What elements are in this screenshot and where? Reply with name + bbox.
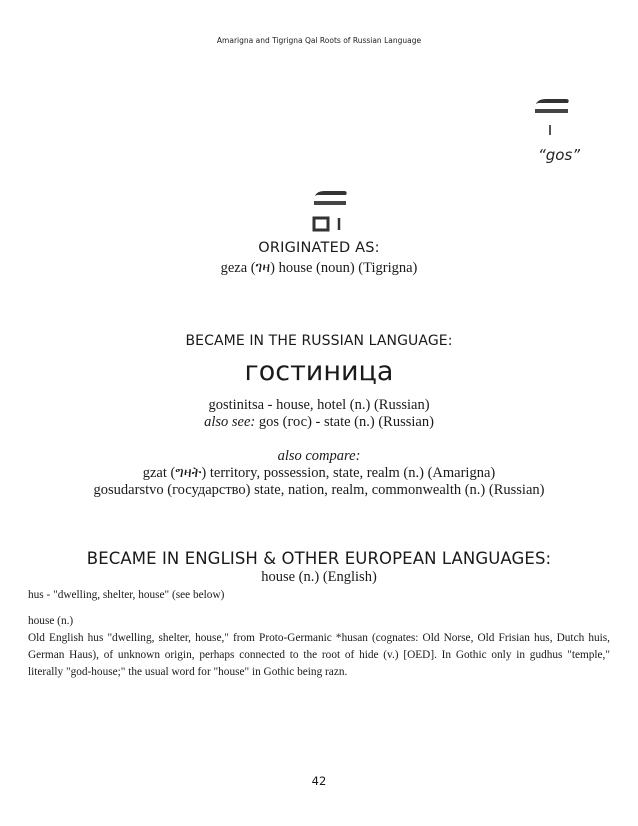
- figure-caption: “gos”: [538, 146, 581, 164]
- originated-definition: geza (ገዛ) house (noun) (Tigrigna): [220, 260, 418, 276]
- geez-letters-g-s-icon: [528, 95, 574, 139]
- compare-russian: gosudarstvo (государство) state, nation, realm, commonwealth (n.) (Russian): [93, 482, 545, 498]
- also-see-label: also see:: [204, 414, 256, 430]
- also-see-text: gos (гос) - state (n.) (Russian): [255, 414, 434, 430]
- russian-definition: gostinitsa - house, hotel (n.) (Russian): [208, 397, 430, 413]
- hus-definition: hus - "dwelling, shelter, house" (see below): [28, 589, 225, 601]
- english-section-heading: BECAME IN ENGLISH & OTHER EUROPEAN LANGUAGES:: [86, 549, 552, 568]
- compare-amarigna: gzat (ግዛት) territory, possession, state, realm (n.) (Amarigna): [142, 465, 496, 481]
- etymology-paragraph: Old English hus "dwelling, shelter, house," from Proto-Germanic *husan (cognates: Old Norse, Old Frisian hus, Dutch huis, German Haus), of unknown origin, perhaps connected to the root of hide (v.) [OED]. In Gothic only in gudhus "temple," literally "god-house;" the usual word for "house" in Gothic being razn.: [28, 632, 610, 678]
- page-number: 42: [311, 774, 327, 788]
- originated-heading: ORIGINATED AS:: [258, 240, 380, 256]
- also-compare-label: also compare:: [277, 448, 361, 464]
- english-headword: house (n.) (English): [261, 569, 377, 585]
- russian-headword: гостиница: [244, 356, 394, 387]
- running-header: Amarigna and Tigrigna Qal Roots of Russian Language: [216, 36, 422, 45]
- house-entry-title: house (n.): [28, 615, 74, 627]
- russian-section-heading: BECAME IN THE RUSSIAN LANGUAGE:: [185, 333, 453, 349]
- geez-letters-g-z-icon: [302, 190, 352, 238]
- also-see-line: [0, 414, 638, 431]
